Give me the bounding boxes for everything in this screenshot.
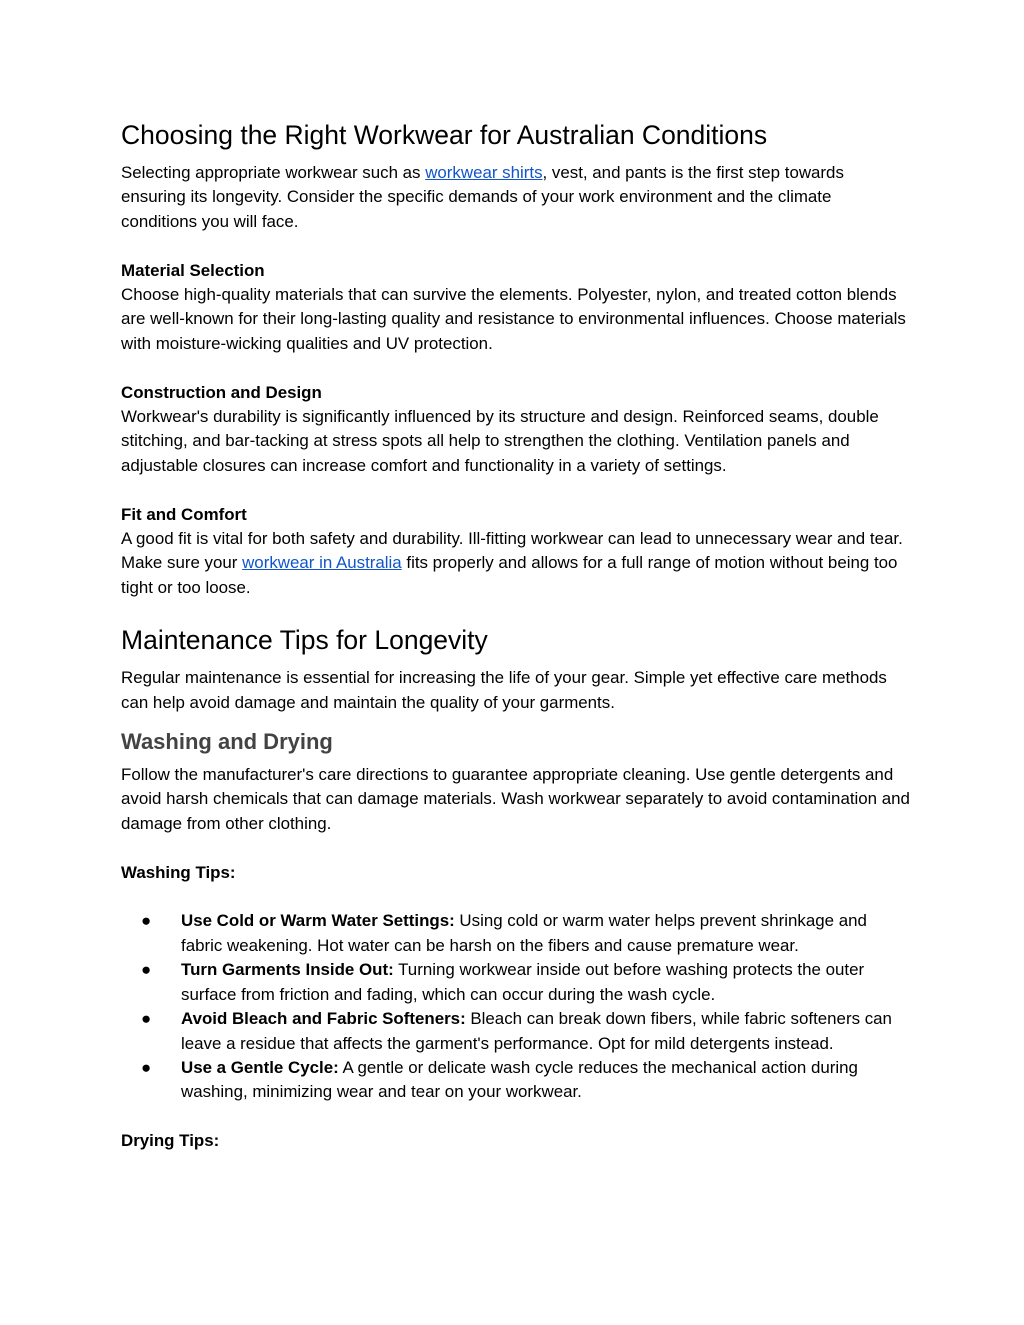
intro-text-post: , vest, and pants is the first step towards ensuring its longevity. Consider the specific demands of your work environment and the climate conditions you will face. [121, 163, 844, 231]
washing-tips-list [121, 909, 911, 1104]
construction-design-title: Construction and Design [121, 382, 322, 402]
list-item: ● Use a Gentle Cycle: A gentle or delicate wash cycle reduces the mechanical action during washing, minimizing wear and tear on your workwear. [141, 1057, 858, 1102]
list-item: ● Avoid Bleach and Fabric Softeners: Bleach can break down fibers, while fabric softeners can leave a residue that affects the garment's performance. Opt for mild detergents instead. [141, 1009, 892, 1053]
washing-tips-title: Washing Tips: [121, 862, 236, 882]
construction-design-body: Workwear's durability is significantly influenced by its structure and design. Reinforced seams, double stitching, and bar-tacking at stress spots all help to strengthen the clothing. Ventilation panels and adjustable closures can increase comfort and functionality in a variety of settings. [121, 407, 879, 475]
washing-drying-heading: Washing and Drying [121, 729, 333, 755]
list-item: ● Use Cold or Warm Water Settings: Using cold or warm water helps prevent shrinkage and fabric weakening. Hot water can be harsh on the fibers and cause premature wear. [141, 911, 867, 955]
workwear-australia-link[interactable]: workwear in Australia [242, 553, 402, 573]
maintenance-intro: Regular maintenance is essential for increasing the life of your gear. Simple yet effective care methods can help avoid damage and maintain the quality of your garments. [121, 668, 887, 712]
workwear-shirts-link[interactable]: workwear shirts [425, 163, 543, 182]
fit-text-pre: A good fit is vital for both safety and durability. Ill-fitting workwear can lead to unnecessary wear and tear. Make sure your [121, 529, 903, 573]
material-selection-title: Material Selection [121, 260, 265, 280]
list-item: ● Turn Garments Inside Out: Turning workwear inside out before washing protects the outer surface from friction and fading, which can occur during the wash cycle. [141, 960, 865, 1004]
intro-text-pre: Selecting appropriate workwear such as [121, 163, 426, 182]
intro-paragraph [121, 161, 911, 234]
section-heading-maintenance: Maintenance Tips for Longevity [121, 625, 488, 656]
fit-comfort-title: Fit and Comfort [121, 504, 247, 524]
bullet-icon: ● [141, 911, 152, 931]
fit-comfort-body [121, 527, 911, 600]
section-heading-workwear: Choosing the Right Workwear for Australian Conditions [121, 120, 768, 150]
drying-tips-title: Drying Tips: [121, 1131, 220, 1151]
washing-drying-body: Follow the manufacturer's care directions to guarantee appropriate cleaning. Use gentle detergents and avoid harsh chemicals that can damage materials. Wash workwear separately to avoid contamination and damage from other clothing. [121, 765, 910, 833]
bullet-icon: ● [141, 960, 152, 980]
bullet-icon: ● [141, 1057, 152, 1077]
document-page [121, 117, 911, 1154]
bullet-icon: ● [141, 1009, 152, 1029]
material-selection-body: Choose high-quality materials that can survive the elements. Polyester, nylon, and treated cotton blends are well-known for their long-lasting quality and resistance to environmental influences. Choose materials with moisture-wicking qualities and UV protection. [121, 285, 906, 353]
fit-text-post: fits properly and allows for a full range of motion without being too tight or too loose. [121, 553, 898, 597]
